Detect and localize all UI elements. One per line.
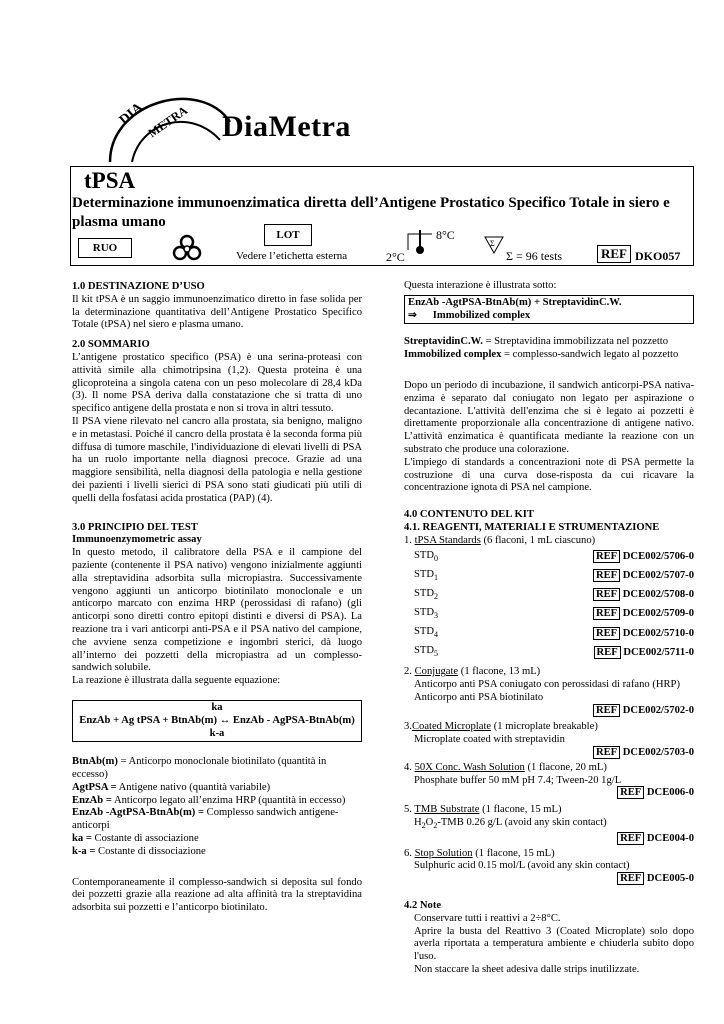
note-3: Non staccare la sheet adesiva dalle strips inutilizzate. (414, 964, 640, 976)
section-42-title: 4.2 Note (404, 900, 442, 912)
ref-badge: REF (597, 245, 631, 263)
brand-name: DiaMetra (222, 110, 351, 143)
kit-item-2-ref: REF DCE002/5702-0 (404, 705, 694, 718)
sigma-glyph: Σ (490, 239, 495, 248)
page-title: tPSA (84, 168, 136, 193)
section-3-subtitle: Immunoenzymometric assay (72, 534, 202, 546)
ruo-badge: RUO (78, 238, 132, 258)
sigma-triangle-icon (484, 236, 504, 254)
right-column (404, 280, 694, 977)
kit-item-1: 1. tPSA Standards (6 flaconi, 1 mL ciascuno) (404, 534, 596, 546)
section-3-p3: Contemporaneamente il complesso-sandwich si deposita sul fondo dei pozzetti grazie alla reazione ad alta affinità tra la streptavidina adsorbita sui pozzetti e l’anticorpo biotinilato. (72, 876, 362, 914)
interaction-intro: Questa interazione è illustrata sotto: (404, 280, 557, 291)
standard-row: $STD_4$ REF DCE002/5710-0 (414, 625, 694, 640)
section-3-p2: La reazione è illustrata dalla seguente equazione: (72, 675, 281, 687)
kit-item-3: 3.Coated Microplate (1 microplate breakable) (404, 721, 598, 733)
standards-list (404, 548, 694, 663)
kit-item-6-line-1: Sulphuric acid 0.15 mol/L (avoid any skin contact) (414, 860, 630, 872)
definition-item: k-a = Costante di dissociazione (72, 845, 206, 857)
lot-badge: LOT (264, 224, 312, 246)
lot-note: Vedere l’etichetta esterna (236, 250, 348, 262)
kit-item-3-line-1: Microplate coated with streptavidin (414, 734, 565, 746)
standard-row: $STD_5$ REF DCE002/5711-0 (414, 645, 694, 659)
logo-arc-bottom: METRA (145, 103, 191, 141)
kit-item-5-ref: REF DCE004-0 (404, 833, 694, 846)
right-p1: Dopo un periodo di incubazione, il sandwich anticorpi-PSA nativa-enzima è separato dal coniugato non legato per aspirazione o decantazione. L'attività dell'enzima che si è legato ai pozzetti è direttamente proporzionale alla concentrazione di antigene nativo. L’attività enzimatica è quantificata mediante la reazione con un substrato che produce una colorazione. (404, 379, 694, 455)
temp-low: 2°C (386, 250, 405, 264)
section-2-p2: Il PSA viene rilevato nel cancro alla prostata, sia benigno, maligno e in metastasi. Poiché il cancro della prostata è la seconda forma più diffusa di tumore maschile, l'individuazione di elevati livelli di PSA ha un ruolo importante nella diagnosi precoce. Grazie ad una maggiore sensibilità, nella diagnosi della patologia e nella gestione dei pazienti i livelli sierici di PSA sono stati giudicati più utili di quelli della fosfatasi acida prostatica (PAP) (4). (72, 415, 362, 504)
standard-row: $STD_0$ REF DCE002/5706-0 (414, 549, 694, 563)
def-immobilized: Immobilized complex = complesso-sandwich legato al pozzetto (404, 349, 679, 361)
ref-code: DKO057 (635, 249, 681, 263)
section-41-title: 4.1. REAGENTI, MATERIALI E STRUMENTAZIONE (404, 521, 660, 533)
section-3-title: 3.0 PRINCIPIO DEL TEST (72, 521, 198, 533)
interaction-box (404, 295, 694, 325)
definition-item: AgtPSA = Antigene nativo (quantità variabile) (72, 781, 271, 793)
kit-item-4: 4. 50X Conc. Wash Solution (1 flacone, 20 mL) (404, 761, 607, 773)
kit-item-4-line-1: Phosphate buffer 50 mM pH 7.4; Tween-20 1g/L (414, 774, 622, 786)
note-2: Aprire la busta del Reattivo 3 (Coated Microplate) solo dopo averla riportata a temperatura ambiente e chiuderla subito dopo l'uso. (414, 925, 694, 963)
section-2-p1: L’antigene prostatico specifico (PSA) è una serina-proteasi con attività simile alla chimotripsina (1,2). Questa proteina è una glicoproteina a singola catena con un peso molecolare di 28,4 kDa (3). Il nome PSA deriva dalla constatazione che si tratta di uno specifico antigene della prostata e non si trova in altri tessuto. (72, 351, 362, 415)
kit-item-6: 6. Stop Solution (1 flacone, 15 mL) (404, 847, 555, 859)
eq-ka: ka (211, 701, 223, 713)
left-column (72, 281, 362, 915)
reaction-equation (72, 700, 362, 742)
section-3-p1: In questo metodo, il calibratore della PSA e il campione del paziente (contenente il PSA nativo) vengono inizialmente aggiunti alla streptavidina adsorbita sulla micropiastra. Successivamente vengono aggiunti un anticorpo biotinilato monoclonale e un anticorpo marcato con enzima HRP (perossidasi di rafano) (gli anticorpi sono diretti contro epitopi distinti e diversi di PSA). La reazione tra i vari anticorpi anti-PSA e il PSA nativo del campione, che avviene senza competizione e ingombri sterici, dà luogo all’interno dei pozzetti della micropiastra ad un complesso-sandwich solubile. (72, 547, 362, 674)
biohazard-icon (170, 233, 204, 263)
kit-item-5-line-1: $H_2O_2$-TMB 0.26 g/L (avoid any skin contact) (414, 816, 607, 831)
standard-row: $STD_2$ REF DCE002/5708-0 (414, 587, 694, 601)
eq-kminus: k-a (209, 727, 225, 739)
page-subtitle: Determinazione immunoenzimatica diretta dell’Antigene Prostatico Specifico Totale in siero e plasma umano (72, 195, 670, 230)
section-2-title: 2.0 SOMMARIO (72, 339, 150, 351)
kit-item-2: 2. Conjugate (1 flacone, 13 mL) (404, 666, 541, 678)
tests-count: Σ = 96 tests (506, 249, 563, 263)
kit-item-3-ref: REF DCE002/5703-0 (404, 747, 694, 760)
standard-row: $STD_3$ REF DCE002/5709-0 (414, 606, 694, 620)
thermometer-icon (404, 226, 438, 256)
definition-item: EnzAb -AgtPSA-BtnAb(m) = Complesso sandwich antigene-anticorpi (72, 807, 339, 832)
definition-item: ka = Costante di associazione (72, 833, 199, 845)
right-p2: L'impiego di standards a concentrazioni note di PSA permette la costruzione di una curva dose-risposta da cui ricavare la concentrazione ignota di PSA nel campione. (404, 456, 694, 494)
definitions-list (72, 756, 362, 858)
interaction-line-1: EnzAb -AgtPSA-BtnAb(m) + StreptavidinC.W. (408, 296, 622, 308)
section-1-text: Il kit tPSA è un saggio immunoenzimatico diretto in fase solida per la determinazione quantitativa dell’Antigene Prostatico Specifico Totale (tPSA) nel siero e plasma umano. (72, 293, 362, 331)
kit-item-4-ref: REF DCE006-0 (404, 787, 694, 800)
definition-item: BtnAb(m) = Anticorpo monoclonale biotinilato (quantità in eccesso) (72, 756, 327, 781)
logo-arc-top: DIA (116, 100, 147, 129)
section-1-title: 1.0 DESTINAZIONE D’USO (72, 281, 205, 292)
kit-item-2-line-2: Anticorpo anti PSA biotinilato (414, 691, 544, 703)
section-4-title: 4.0 CONTENUTO DEL KIT (404, 509, 534, 521)
def-streptavidin: StreptavidinC.W. = Streptavidina immobilizzata nel pozzetto (404, 336, 669, 348)
kit-item-2-line-1: Anticorpo anti PSA coniugato con perossidasi di rafano (HRP) (414, 679, 680, 690)
eq-main: EnzAb + Ag tPSA + BtnAb(m) ↔ EnzAb - AgPSA-BtnAb(m) (79, 714, 355, 726)
interaction-line-2: ⇒ Immobilized complex (408, 309, 531, 321)
definition-item: EnzAb = Anticorpo legato all’enzima HRP (quantità in eccesso) (72, 794, 346, 806)
standard-row: $STD_1$ REF DCE002/5707-0 (414, 568, 694, 582)
kit-item-6-ref: REF DCE005-0 (404, 873, 694, 886)
kit-item-5: 5. TMB Substrate (1 flacone, 15 mL) (404, 804, 562, 816)
arrow-icon: ⇒ (408, 309, 417, 321)
note-1: Conservare tutti i reattivi a 2÷8°C. (414, 912, 561, 924)
temp-high: 8°C (436, 228, 455, 242)
